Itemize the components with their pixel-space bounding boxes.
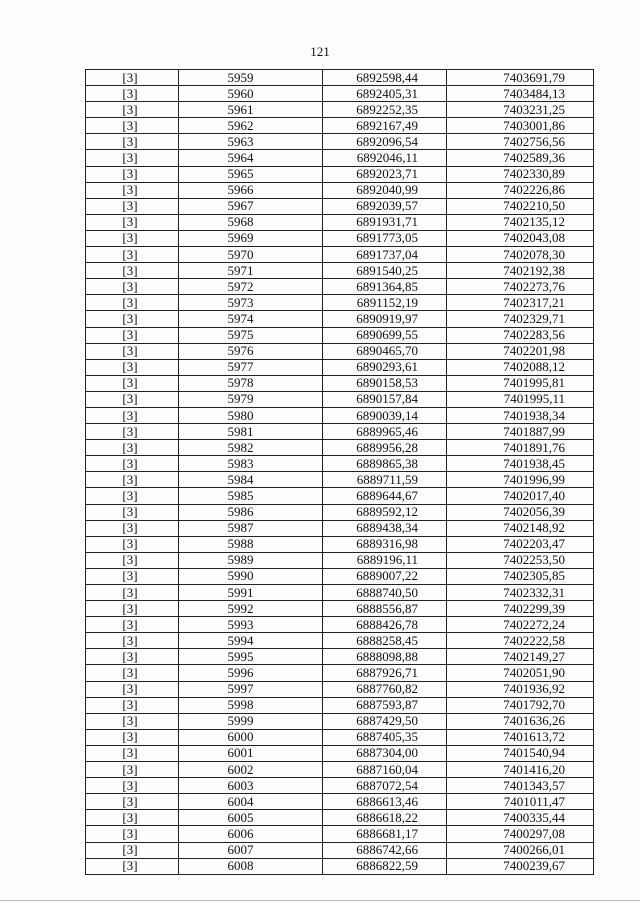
page-number: 121 bbox=[310, 44, 330, 59]
point-number-cell: 5961 bbox=[179, 102, 323, 118]
point-number-cell: 5981 bbox=[179, 424, 323, 440]
point-number-cell: 5967 bbox=[179, 198, 323, 214]
table-row bbox=[86, 359, 594, 375]
y-coordinate-cell: 7402305,85 bbox=[447, 568, 594, 584]
y-coordinate-cell: 7402043,08 bbox=[447, 230, 594, 246]
x-coordinate-cell: 6887429,50 bbox=[323, 713, 447, 729]
source-ref-cell: [3] bbox=[86, 86, 179, 102]
y-coordinate-cell: 7400297,08 bbox=[447, 826, 594, 842]
table-row bbox=[86, 440, 594, 456]
table-row bbox=[86, 182, 594, 198]
point-number-cell: 5989 bbox=[179, 552, 323, 568]
y-coordinate-cell: 7401938,45 bbox=[447, 456, 594, 472]
table-row bbox=[86, 311, 594, 327]
point-number-cell: 5994 bbox=[179, 633, 323, 649]
source-ref-cell: [3] bbox=[86, 327, 179, 343]
y-coordinate-cell: 7401343,57 bbox=[447, 778, 594, 794]
x-coordinate-cell: 6890157,84 bbox=[323, 391, 447, 407]
source-ref-cell: [3] bbox=[86, 729, 179, 745]
source-ref-cell: [3] bbox=[86, 826, 179, 842]
point-number-cell: 5979 bbox=[179, 391, 323, 407]
y-coordinate-cell: 7402589,36 bbox=[447, 150, 594, 166]
x-coordinate-cell: 6892167,49 bbox=[323, 118, 447, 134]
y-coordinate-cell: 7400266,01 bbox=[447, 842, 594, 858]
point-number-cell: 5963 bbox=[179, 134, 323, 150]
x-coordinate-cell: 6891540,25 bbox=[323, 263, 447, 279]
x-coordinate-cell: 6890465,70 bbox=[323, 343, 447, 359]
table-row bbox=[86, 118, 594, 134]
point-number-cell: 5969 bbox=[179, 230, 323, 246]
point-number-cell: 5973 bbox=[179, 295, 323, 311]
source-ref-cell: [3] bbox=[86, 778, 179, 794]
source-ref-cell: [3] bbox=[86, 214, 179, 230]
point-number-cell: 5964 bbox=[179, 150, 323, 166]
source-ref-cell: [3] bbox=[86, 601, 179, 617]
table-row bbox=[86, 504, 594, 520]
y-coordinate-cell: 7402332,31 bbox=[447, 585, 594, 601]
y-coordinate-cell: 7402088,12 bbox=[447, 359, 594, 375]
point-number-cell: 5974 bbox=[179, 311, 323, 327]
x-coordinate-cell: 6889965,46 bbox=[323, 424, 447, 440]
x-coordinate-cell: 6886681,17 bbox=[323, 826, 447, 842]
x-coordinate-cell: 6889007,22 bbox=[323, 568, 447, 584]
x-coordinate-cell: 6892598,44 bbox=[323, 70, 447, 86]
y-coordinate-cell: 7402756,56 bbox=[447, 134, 594, 150]
table-row bbox=[86, 230, 594, 246]
y-coordinate-cell: 7402317,21 bbox=[447, 295, 594, 311]
x-coordinate-cell: 6889316,98 bbox=[323, 536, 447, 552]
table-row bbox=[86, 102, 594, 118]
point-number-cell: 5997 bbox=[179, 681, 323, 697]
y-coordinate-cell: 7402253,50 bbox=[447, 552, 594, 568]
point-number-cell: 5965 bbox=[179, 166, 323, 182]
point-number-cell: 5982 bbox=[179, 440, 323, 456]
point-number-cell: 5970 bbox=[179, 247, 323, 263]
y-coordinate-cell: 7402148,92 bbox=[447, 520, 594, 536]
x-coordinate-cell: 6886822,59 bbox=[323, 858, 447, 874]
point-number-cell: 6007 bbox=[179, 842, 323, 858]
x-coordinate-cell: 6889711,59 bbox=[323, 472, 447, 488]
point-number-cell: 5972 bbox=[179, 279, 323, 295]
table-row bbox=[86, 407, 594, 423]
table-row bbox=[86, 778, 594, 794]
point-number-cell: 6008 bbox=[179, 858, 323, 874]
y-coordinate-cell: 7401936,92 bbox=[447, 681, 594, 697]
x-coordinate-cell: 6891931,71 bbox=[323, 214, 447, 230]
point-number-cell: 5999 bbox=[179, 713, 323, 729]
source-ref-cell: [3] bbox=[86, 681, 179, 697]
x-coordinate-cell: 6891152,19 bbox=[323, 295, 447, 311]
source-ref-cell: [3] bbox=[86, 263, 179, 279]
source-ref-cell: [3] bbox=[86, 585, 179, 601]
point-number-cell: 6004 bbox=[179, 794, 323, 810]
source-ref-cell: [3] bbox=[86, 440, 179, 456]
y-coordinate-cell: 7402078,30 bbox=[447, 247, 594, 263]
source-ref-cell: [3] bbox=[86, 504, 179, 520]
y-coordinate-cell: 7401540,94 bbox=[447, 745, 594, 761]
point-number-cell: 5968 bbox=[179, 214, 323, 230]
point-number-cell: 6003 bbox=[179, 778, 323, 794]
point-number-cell: 5998 bbox=[179, 697, 323, 713]
table-row bbox=[86, 762, 594, 778]
y-coordinate-cell: 7400335,44 bbox=[447, 810, 594, 826]
x-coordinate-cell: 6887304,00 bbox=[323, 745, 447, 761]
y-coordinate-cell: 7402329,71 bbox=[447, 311, 594, 327]
y-coordinate-cell: 7401011,47 bbox=[447, 794, 594, 810]
table-row bbox=[86, 665, 594, 681]
source-ref-cell: [3] bbox=[86, 488, 179, 504]
coordinates-table bbox=[85, 69, 594, 875]
x-coordinate-cell: 6886742,66 bbox=[323, 842, 447, 858]
y-coordinate-cell: 7402135,12 bbox=[447, 214, 594, 230]
x-coordinate-cell: 6888556,87 bbox=[323, 601, 447, 617]
source-ref-cell: [3] bbox=[86, 810, 179, 826]
table-row bbox=[86, 295, 594, 311]
table-row bbox=[86, 697, 594, 713]
source-ref-cell: [3] bbox=[86, 858, 179, 874]
table-row bbox=[86, 810, 594, 826]
point-number-cell: 5992 bbox=[179, 601, 323, 617]
y-coordinate-cell: 7403231,25 bbox=[447, 102, 594, 118]
source-ref-cell: [3] bbox=[86, 230, 179, 246]
point-number-cell: 5962 bbox=[179, 118, 323, 134]
table-row bbox=[86, 343, 594, 359]
x-coordinate-cell: 6891773,05 bbox=[323, 230, 447, 246]
table-row bbox=[86, 263, 594, 279]
x-coordinate-cell: 6887405,35 bbox=[323, 729, 447, 745]
point-number-cell: 5978 bbox=[179, 375, 323, 391]
source-ref-cell: [3] bbox=[86, 359, 179, 375]
table-row bbox=[86, 552, 594, 568]
table-row bbox=[86, 713, 594, 729]
x-coordinate-cell: 6890293,61 bbox=[323, 359, 447, 375]
source-ref-cell: [3] bbox=[86, 649, 179, 665]
x-coordinate-cell: 6887593,87 bbox=[323, 697, 447, 713]
source-ref-cell: [3] bbox=[86, 279, 179, 295]
x-coordinate-cell: 6891737,04 bbox=[323, 247, 447, 263]
x-coordinate-cell: 6890699,55 bbox=[323, 327, 447, 343]
source-ref-cell: [3] bbox=[86, 391, 179, 407]
y-coordinate-cell: 7401891,76 bbox=[447, 440, 594, 456]
table-row bbox=[86, 649, 594, 665]
x-coordinate-cell: 6892046,11 bbox=[323, 150, 447, 166]
x-coordinate-cell: 6892039,57 bbox=[323, 198, 447, 214]
source-ref-cell: [3] bbox=[86, 247, 179, 263]
point-number-cell: 5990 bbox=[179, 568, 323, 584]
x-coordinate-cell: 6886618,22 bbox=[323, 810, 447, 826]
source-ref-cell: [3] bbox=[86, 134, 179, 150]
x-coordinate-cell: 6890158,53 bbox=[323, 375, 447, 391]
x-coordinate-cell: 6889592,12 bbox=[323, 504, 447, 520]
point-number-cell: 5966 bbox=[179, 182, 323, 198]
x-coordinate-cell: 6892040,99 bbox=[323, 182, 447, 198]
source-ref-cell: [3] bbox=[86, 375, 179, 391]
y-coordinate-cell: 7402017,40 bbox=[447, 488, 594, 504]
table-row bbox=[86, 633, 594, 649]
x-coordinate-cell: 6892023,71 bbox=[323, 166, 447, 182]
x-coordinate-cell: 6890039,14 bbox=[323, 407, 447, 423]
source-ref-cell: [3] bbox=[86, 842, 179, 858]
source-ref-cell: [3] bbox=[86, 536, 179, 552]
y-coordinate-cell: 7402222,58 bbox=[447, 633, 594, 649]
y-coordinate-cell: 7403001,86 bbox=[447, 118, 594, 134]
source-ref-cell: [3] bbox=[86, 166, 179, 182]
table-row bbox=[86, 488, 594, 504]
x-coordinate-cell: 6890919,97 bbox=[323, 311, 447, 327]
x-coordinate-cell: 6889438,34 bbox=[323, 520, 447, 536]
table-row bbox=[86, 745, 594, 761]
y-coordinate-cell: 7402330,89 bbox=[447, 166, 594, 182]
table-row bbox=[86, 86, 594, 102]
table-row bbox=[86, 134, 594, 150]
y-coordinate-cell: 7401636,26 bbox=[447, 713, 594, 729]
point-number-cell: 5977 bbox=[179, 359, 323, 375]
x-coordinate-cell: 6891364,85 bbox=[323, 279, 447, 295]
table-row bbox=[86, 166, 594, 182]
x-coordinate-cell: 6888258,45 bbox=[323, 633, 447, 649]
source-ref-cell: [3] bbox=[86, 665, 179, 681]
table-row bbox=[86, 214, 594, 230]
table-row bbox=[86, 842, 594, 858]
y-coordinate-cell: 7402226,86 bbox=[447, 182, 594, 198]
y-coordinate-cell: 7401613,72 bbox=[447, 729, 594, 745]
source-ref-cell: [3] bbox=[86, 343, 179, 359]
source-ref-cell: [3] bbox=[86, 697, 179, 713]
x-coordinate-cell: 6892252,35 bbox=[323, 102, 447, 118]
table-row bbox=[86, 327, 594, 343]
y-coordinate-cell: 7401995,11 bbox=[447, 391, 594, 407]
point-number-cell: 5975 bbox=[179, 327, 323, 343]
table-row bbox=[86, 456, 594, 472]
point-number-cell: 5984 bbox=[179, 472, 323, 488]
source-ref-cell: [3] bbox=[86, 150, 179, 166]
y-coordinate-cell: 7400239,67 bbox=[447, 858, 594, 874]
source-ref-cell: [3] bbox=[86, 552, 179, 568]
point-number-cell: 5971 bbox=[179, 263, 323, 279]
y-coordinate-cell: 7402203,47 bbox=[447, 536, 594, 552]
point-number-cell: 5985 bbox=[179, 488, 323, 504]
point-number-cell: 5988 bbox=[179, 536, 323, 552]
y-coordinate-cell: 7402210,50 bbox=[447, 198, 594, 214]
point-number-cell: 5980 bbox=[179, 407, 323, 423]
point-number-cell: 5993 bbox=[179, 617, 323, 633]
table-row bbox=[86, 794, 594, 810]
source-ref-cell: [3] bbox=[86, 762, 179, 778]
source-ref-cell: [3] bbox=[86, 407, 179, 423]
source-ref-cell: [3] bbox=[86, 520, 179, 536]
point-number-cell: 6002 bbox=[179, 762, 323, 778]
table-row bbox=[86, 279, 594, 295]
table-row bbox=[86, 585, 594, 601]
source-ref-cell: [3] bbox=[86, 70, 179, 86]
source-ref-cell: [3] bbox=[86, 311, 179, 327]
point-number-cell: 5995 bbox=[179, 649, 323, 665]
y-coordinate-cell: 7402299,39 bbox=[447, 601, 594, 617]
source-ref-cell: [3] bbox=[86, 568, 179, 584]
y-coordinate-cell: 7401995,81 bbox=[447, 375, 594, 391]
point-number-cell: 5996 bbox=[179, 665, 323, 681]
point-number-cell: 5976 bbox=[179, 343, 323, 359]
source-ref-cell: [3] bbox=[86, 713, 179, 729]
point-number-cell: 6005 bbox=[179, 810, 323, 826]
table-row bbox=[86, 617, 594, 633]
x-coordinate-cell: 6887072,54 bbox=[323, 778, 447, 794]
table-row bbox=[86, 601, 594, 617]
y-coordinate-cell: 7403691,79 bbox=[447, 70, 594, 86]
point-number-cell: 6001 bbox=[179, 745, 323, 761]
x-coordinate-cell: 6889865,38 bbox=[323, 456, 447, 472]
x-coordinate-cell: 6888098,88 bbox=[323, 649, 447, 665]
x-coordinate-cell: 6887760,82 bbox=[323, 681, 447, 697]
point-number-cell: 5987 bbox=[179, 520, 323, 536]
table-row bbox=[86, 858, 594, 874]
y-coordinate-cell: 7401416,20 bbox=[447, 762, 594, 778]
x-coordinate-cell: 6892405,31 bbox=[323, 86, 447, 102]
point-number-cell: 6006 bbox=[179, 826, 323, 842]
x-coordinate-cell: 6888740,50 bbox=[323, 585, 447, 601]
table-row bbox=[86, 536, 594, 552]
source-ref-cell: [3] bbox=[86, 472, 179, 488]
point-number-cell: 5986 bbox=[179, 504, 323, 520]
page-bottom-edge bbox=[0, 900, 640, 901]
y-coordinate-cell: 7401792,70 bbox=[447, 697, 594, 713]
y-coordinate-cell: 7402056,39 bbox=[447, 504, 594, 520]
source-ref-cell: [3] bbox=[86, 745, 179, 761]
source-ref-cell: [3] bbox=[86, 617, 179, 633]
y-coordinate-cell: 7402192,38 bbox=[447, 263, 594, 279]
x-coordinate-cell: 6889644,67 bbox=[323, 488, 447, 504]
source-ref-cell: [3] bbox=[86, 198, 179, 214]
point-number-cell: 5983 bbox=[179, 456, 323, 472]
point-number-cell: 6000 bbox=[179, 729, 323, 745]
table-row bbox=[86, 568, 594, 584]
table-row bbox=[86, 150, 594, 166]
table-row bbox=[86, 681, 594, 697]
y-coordinate-cell: 7402149,27 bbox=[447, 649, 594, 665]
table-row bbox=[86, 520, 594, 536]
source-ref-cell: [3] bbox=[86, 295, 179, 311]
x-coordinate-cell: 6892096,54 bbox=[323, 134, 447, 150]
point-number-cell: 5960 bbox=[179, 86, 323, 102]
x-coordinate-cell: 6888426,78 bbox=[323, 617, 447, 633]
table-row bbox=[86, 70, 594, 86]
point-number-cell: 5959 bbox=[179, 70, 323, 86]
source-ref-cell: [3] bbox=[86, 456, 179, 472]
source-ref-cell: [3] bbox=[86, 633, 179, 649]
source-ref-cell: [3] bbox=[86, 182, 179, 198]
table-row bbox=[86, 424, 594, 440]
table-row bbox=[86, 472, 594, 488]
table-row bbox=[86, 247, 594, 263]
table-row bbox=[86, 391, 594, 407]
y-coordinate-cell: 7403484,13 bbox=[447, 86, 594, 102]
x-coordinate-cell: 6887926,71 bbox=[323, 665, 447, 681]
y-coordinate-cell: 7402201,98 bbox=[447, 343, 594, 359]
source-ref-cell: [3] bbox=[86, 794, 179, 810]
point-number-cell: 5991 bbox=[179, 585, 323, 601]
y-coordinate-cell: 7402283,56 bbox=[447, 327, 594, 343]
table-row bbox=[86, 826, 594, 842]
y-coordinate-cell: 7402051,90 bbox=[447, 665, 594, 681]
coordinates-table-body bbox=[86, 70, 594, 875]
source-ref-cell: [3] bbox=[86, 118, 179, 134]
table-row bbox=[86, 375, 594, 391]
y-coordinate-cell: 7401887,99 bbox=[447, 424, 594, 440]
x-coordinate-cell: 6886613,46 bbox=[323, 794, 447, 810]
y-coordinate-cell: 7402272,24 bbox=[447, 617, 594, 633]
x-coordinate-cell: 6887160,04 bbox=[323, 762, 447, 778]
table-row bbox=[86, 198, 594, 214]
x-coordinate-cell: 6889956,28 bbox=[323, 440, 447, 456]
x-coordinate-cell: 6889196,11 bbox=[323, 552, 447, 568]
y-coordinate-cell: 7402273,76 bbox=[447, 279, 594, 295]
source-ref-cell: [3] bbox=[86, 424, 179, 440]
y-coordinate-cell: 7401996,99 bbox=[447, 472, 594, 488]
y-coordinate-cell: 7401938,34 bbox=[447, 407, 594, 423]
source-ref-cell: [3] bbox=[86, 102, 179, 118]
table-row bbox=[86, 729, 594, 745]
